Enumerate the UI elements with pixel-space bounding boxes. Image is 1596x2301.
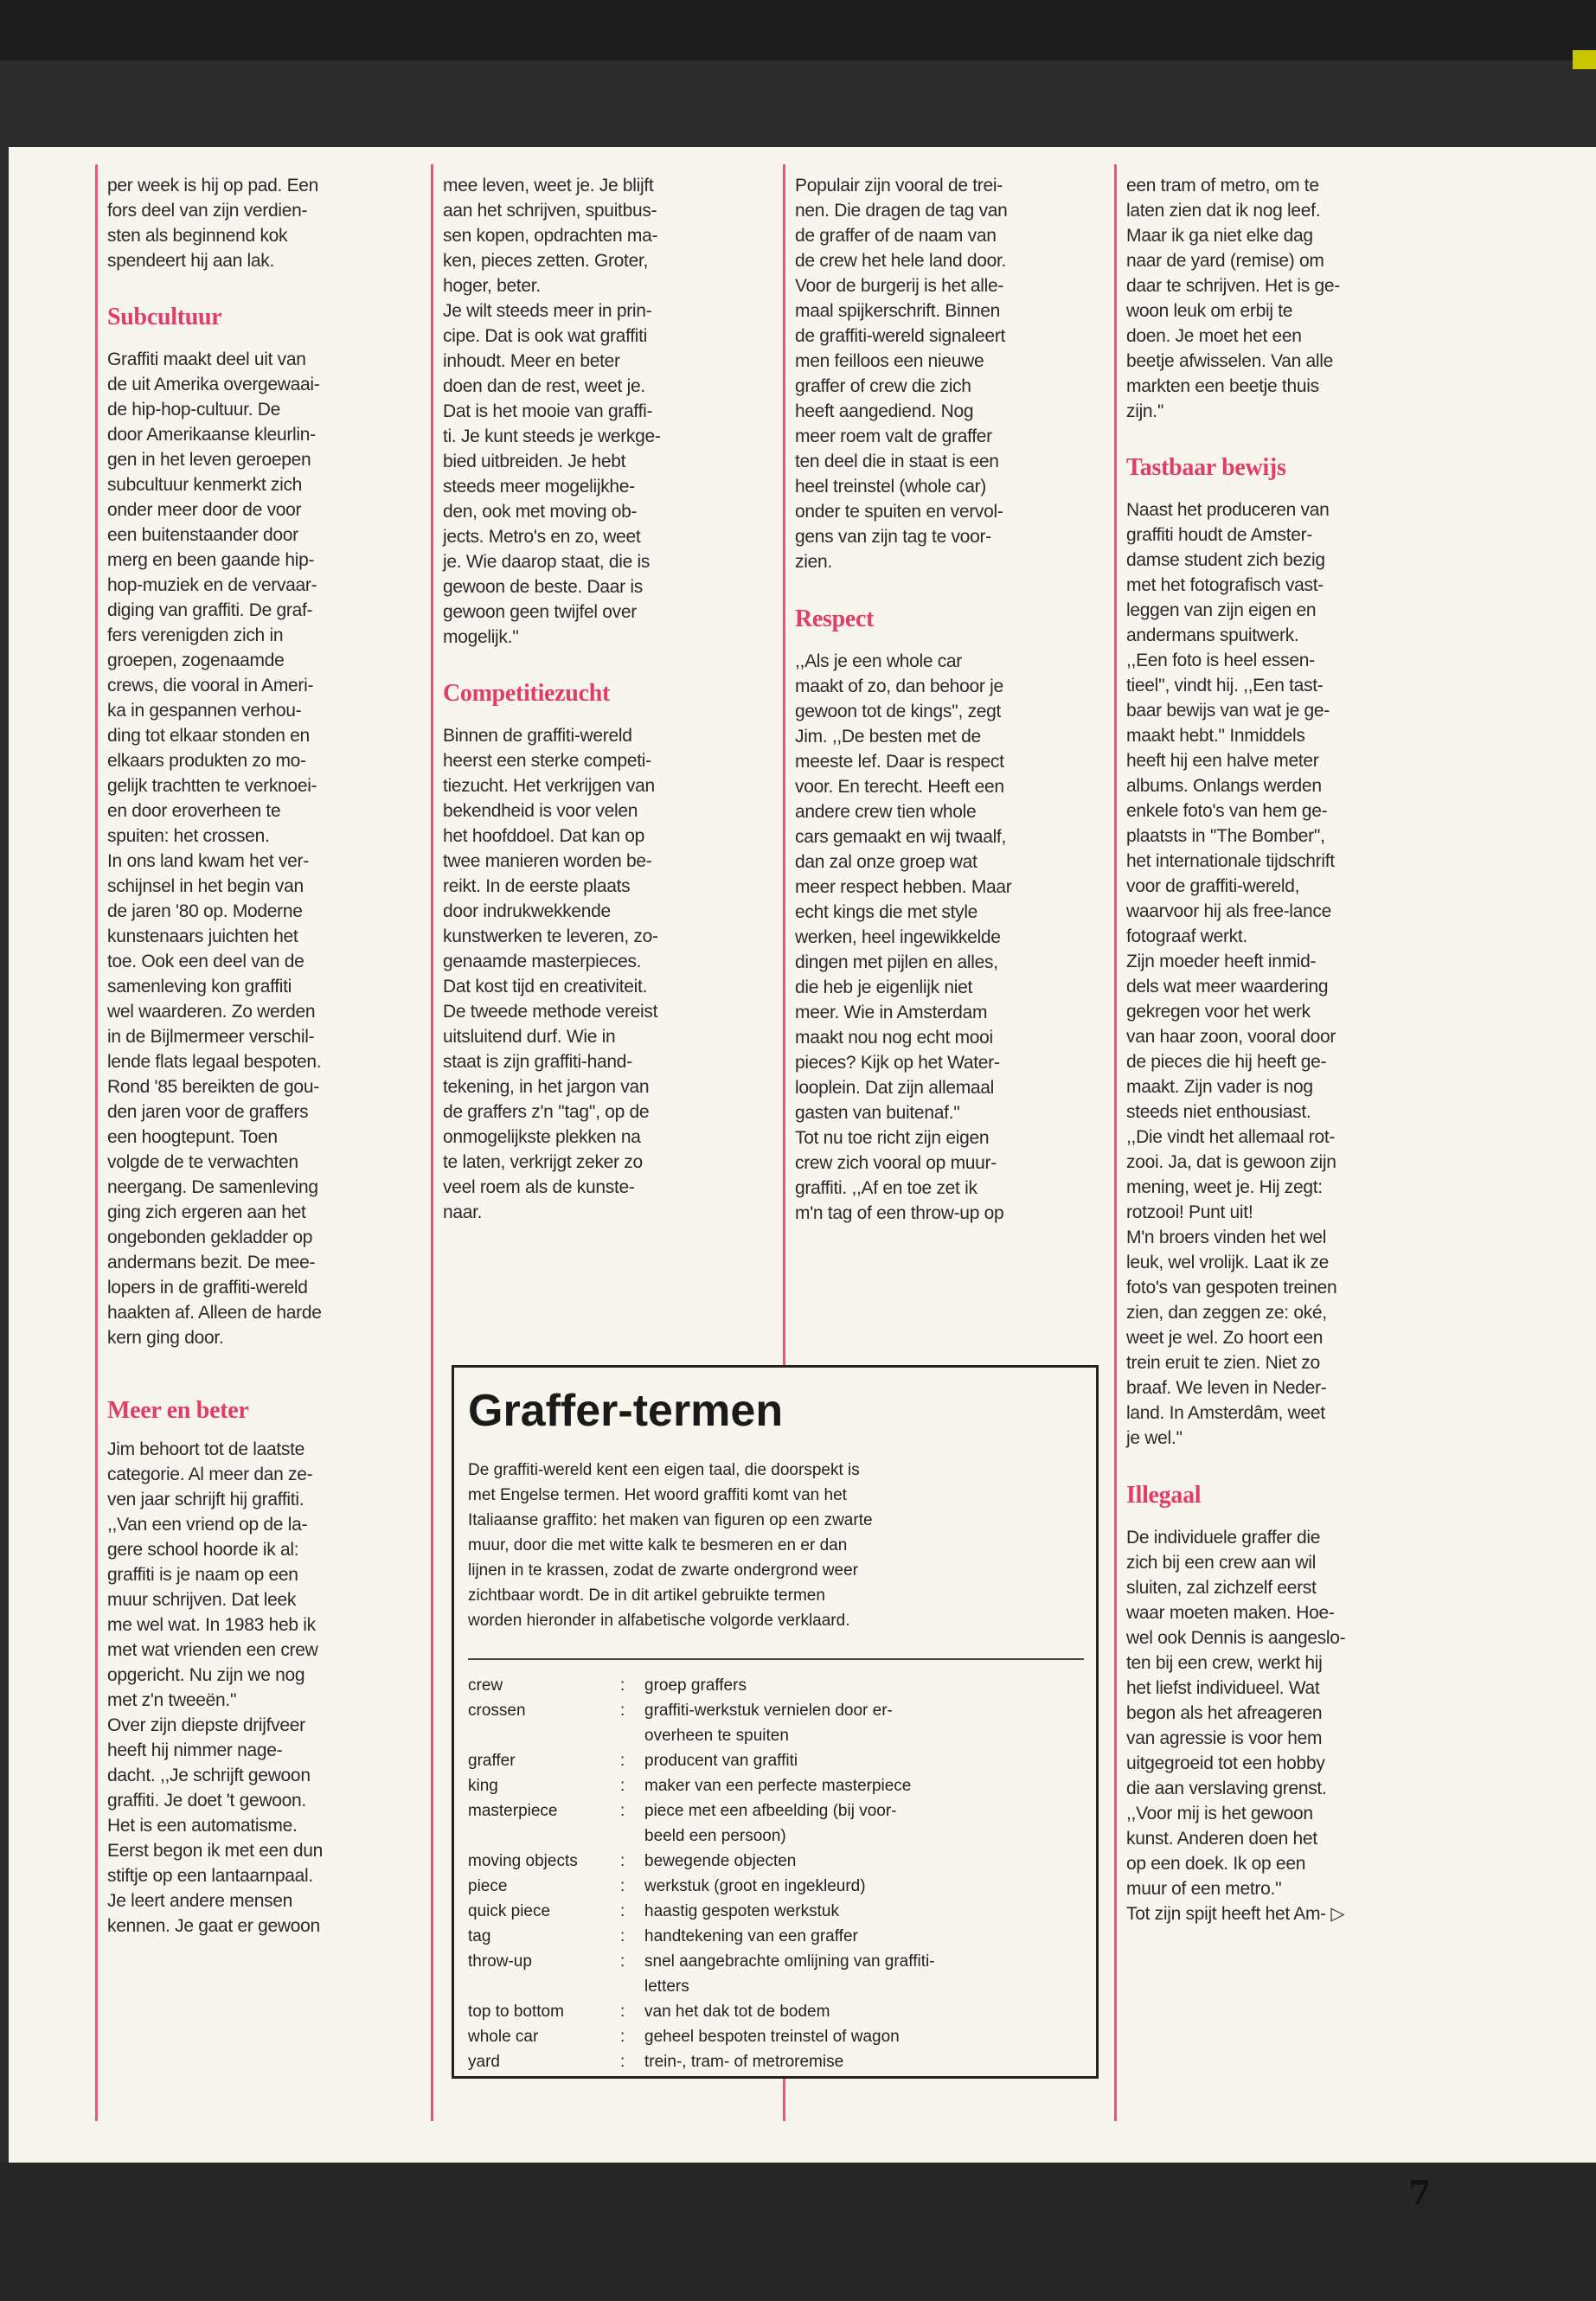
- glossary-colon: :: [620, 1852, 625, 1870]
- column-3: [795, 173, 1110, 1226]
- glossary-definition: graffiti-werkstuk vernielen door er- overheen te spuiten: [644, 1702, 893, 1745]
- paragraph: Binnen de graffiti-wereld heerst een sterke competi- tiezucht. Het verkrijgen van bekendheid is voor velen het hoofddoel. Dat kan op twee manieren worden be- reikt. In de eerste plaats door indrukwekkende kunstwerken te leveren, zo- genaamde masterpieces. Dat kost tijd en creativiteit. De tweede methode vereist uitsluitend durf. Wie in staat is zijn graffiti-hand- tekening, in het jargon van de graffers z'n ''tag'', op de onmogelijkste plekken na te laten, verkrijgt zeker zo veel roem als de kunste- naar.: [443, 726, 658, 1222]
- glossary-definition: bewegende objecten: [644, 1852, 797, 1870]
- scan-color-mark: [1573, 50, 1596, 69]
- column-4: [1126, 173, 1452, 1926]
- graffer-termen-box: [452, 1365, 1099, 2079]
- glossary-term: whole car: [468, 2028, 539, 2046]
- column-rule: [1114, 164, 1117, 2121]
- glossary-term: yard: [468, 2053, 500, 2071]
- glossary-colon: :: [620, 1752, 625, 1770]
- paragraph: Jim behoort tot de laatste categorie. Al meer dan ze- ven jaar schrijft hij graffiti. ,,Van een vriend op de la- gere school hoorde ik al: graffiti is je naam op een muur schrijven. Dat leek me wel wat. In 1983 heb ik met wat vrienden een crew opgericht. Nu zijn we nog met z'n tweeën.'' Over zijn diepste drijfveer heeft hij nimmer nage- dacht. ,,Je schrijft gewoon graffiti. Je doet 't gewoon. Het is een automatisme. Eerst begon ik met een dun stiftje op een lantaarnpaal. Je leert andere mensen kennen. Je gaat er gewoon: [107, 1439, 324, 1936]
- glossary-row: [468, 1874, 1087, 1899]
- scan-top-border: [0, 0, 1596, 61]
- glossary-definition: handtekening van een graffer: [644, 1927, 858, 1945]
- column-rule: [95, 164, 98, 2121]
- box-intro: De graffiti-wereld kent een eigen taal, die doorspekt is met Engelse termen. Het woord graffiti komt van het Italiaanse graffito: het maken van figuren op een zwarte muur, door die met witte kalk te besmeren en er dan lijnen in te krassen, zodat de zwarte ondergrond weer zichtbaar wordt. De in dit artikel gebruikte termen worden hieronder in alfabetische volgorde verklaard.: [468, 1461, 873, 1630]
- paragraph: Naast het produceren van graffiti houdt de Amster- damse student zich bezig met het fotografisch vast- leggen van zijn eigen en andermans spuitwerk. ,,Een foto is heel essen- tieel'', vindt hij. ,,Een tast- baar bewijs van wat je ge- maakt hebt.'' Inmiddels heeft hij een halve meter albums. Onlangs werden enkele foto's van hem ge- plaatsts in ''The Bomber'', het internationale tijdschrift voor de graffiti-wereld, waarvoor hij als free-lance fotograaf werkt. Zijn moeder heeft inmid- dels wat meer waardering gekregen voor het werk van haar zoon, vooral door de pieces die hij heeft ge- maakt. Zijn vader is nog steeds niet enthousiast. ,,Die vindt het allemaal rot- zooi. Ja, dat is gewoon zijn mening, weet je. Hij zegt: rotzooi! Punt uit! M'n broers vinden het wel leuk, wel vrolijk. Laat ik ze foto's van gespoten treinen zien, dan zeggen ze: oké, weet je wel. Zo hoort een trein eruit te zien. Niet zo braaf. We leven in Neder- land. In Amsterdâm, weet je wel.'': [1126, 500, 1337, 1448]
- glossary-row: [468, 1698, 1087, 1748]
- glossary-colon: :: [620, 2053, 625, 2071]
- glossary-colon: :: [620, 1777, 625, 1795]
- glossary-definition: groep graffers: [644, 1676, 747, 1695]
- glossary-definition: trein-, tram- of metroremise: [644, 2053, 844, 2071]
- glossary-row: [468, 1773, 1087, 1798]
- glossary-definition: geheel bespoten treinstel of wagon: [644, 2028, 900, 2046]
- scan-bottom-border: [0, 2163, 1596, 2301]
- glossary-row: [468, 1924, 1087, 1949]
- glossary-definition: haastig gespoten werkstuk: [644, 1902, 839, 1920]
- box-title: Graffer-termen: [468, 1386, 784, 1436]
- glossary-row: [468, 2049, 1087, 2074]
- paragraph: mee leven, weet je. Je blijft aan het schrijven, spuitbus- sen kopen, opdrachten ma- ken, pieces zetten. Groter, hoger, beter. Je wilt steeds meer in prin- cipe. Dat is ook wat graffiti inhoudt. Meer en beter doen dan de rest, weet je. Dat is het mooie van graffi- ti. Je kunt steeds je werkge- bied uitbreiden. Je hebt steeds meer mogelijkhe- den, ook met moving ob- jects. Metro's en zo, weet je. Wie daarop staat, die is gewoon de beste. Daar is gewoon geen twijfel over mogelijk.'': [443, 176, 661, 647]
- glossary-term: top to bottom: [468, 2003, 564, 2021]
- magazine-page: [9, 147, 1596, 2163]
- glossary-term: crossen: [468, 1702, 526, 1720]
- glossary-colon: :: [620, 2028, 625, 2046]
- glossary-definition: producent van graffiti: [644, 1752, 798, 1770]
- glossary-definition: piece met een afbeelding (bij voor- beeld een persoon): [644, 1802, 897, 1845]
- heading-tastbaar-bewijs: Tastbaar bewijs: [1126, 454, 1286, 481]
- glossary-colon: :: [620, 2003, 625, 2021]
- glossary-colon: :: [620, 1676, 625, 1695]
- heading-illegaal: Illegaal: [1126, 1482, 1202, 1509]
- paragraph: Graffiti maakt deel uit van de uit Amerika overgewaai- de hip-hop-cultuur. De door Amerikaanse kleurlin- gen in het leven geroepen subcultuur kenmerkt zich onder meer door de voor een buitenstaander door merg en been gaande hip- hop-muziek en de vervaar- diging van graffiti. De graf- fers verenigden zich in groepen, zogenaamde crews, die vooral in Ameri- ka in gespannen verhou- ding tot elkaar stonden en elkaars produkten zo mo- gelijk trachtten te verknoei- en door eroverheen te spuiten: het crossen. In ons land kwam het ver- schijnsel in het begin van de jaren '80 op. Moderne kunstenaars juichten het toe. Ook een deel van de samenleving kon graffiti wel waarderen. Zo werden in de Bijlmermeer verschil- lende flats legaal bespoten. Rond '85 bereikten de gou- den jaren voor de graffers een hoogtepunt. Toen volgde de te verwachten neergang. De samenleving ging zich ergeren aan het ongebonden gekladder op andermans bezit. De mee- lopers in de graffiti-wereld haakten af. Alleen de harde kern ging door.: [107, 349, 322, 1348]
- glossary-row: [468, 1849, 1087, 1874]
- glossary-term: tag: [468, 1927, 491, 1945]
- glossary-definition: snel aangebrachte omlijning van graffiti- letters: [644, 1952, 935, 1996]
- glossary-colon: :: [620, 1952, 625, 1971]
- glossary-term: throw-up: [468, 1952, 532, 1971]
- glossary-term: king: [468, 1777, 498, 1795]
- heading-subcultuur: Subcultuur: [107, 304, 222, 330]
- heading-respect: Respect: [795, 606, 875, 632]
- glossary-row: [468, 1949, 1087, 1999]
- page-number: 7: [1408, 2173, 1432, 2212]
- glossary-row: [468, 1798, 1087, 1849]
- heading-competitiezucht: Competitiezucht: [443, 680, 611, 707]
- glossary-row: [468, 1899, 1087, 1924]
- paragraph: De individuele graffer die zich bij een crew aan wil sluiten, zal zichzelf eerst waar moeten maken. Hoe- wel ook Dennis is aangeslo- ten bij een crew, werkt hij het liefst individueel. Wat begon als het afreageren van agressie is voor hem uitgegroeid tot een hobby die aan verslaving grenst. ,,Voor mij is het gewoon kunst. Anderen doen het op een doek. Ik op een muur of een metro.'' Tot zijn spijt heeft het Am- ▷: [1126, 1528, 1346, 1924]
- glossary-colon: :: [620, 1702, 625, 1720]
- glossary-term: moving objects: [468, 1852, 578, 1870]
- paragraph: per week is hij op pad. Een fors deel van zijn verdien- sten als beginnend kok spendeert hij aan lak.: [107, 176, 319, 271]
- column-2: [443, 173, 775, 1225]
- glossary-definition: van het dak tot de bodem: [644, 2003, 830, 2021]
- paragraph: een tram of metro, om te laten zien dat ik nog leef. Maar ik ga niet elke dag naar de yard (remise) om daar te schrijven. Het is ge- woon leuk om erbij te doen. Je moet het een beetje afwisselen. Van alle markten een beetje thuis zijn.'': [1126, 176, 1340, 421]
- glossary-term: piece: [468, 1877, 508, 1895]
- column-rule: [431, 164, 433, 2121]
- glossary-definition: werkstuk (groot en ingekleurd): [644, 1877, 866, 1895]
- glossary-list: [468, 1673, 1087, 2074]
- heading-meer-en-beter: Meer en beter: [107, 1397, 249, 1424]
- glossary-term: crew: [468, 1676, 503, 1695]
- glossary-row: [468, 1999, 1087, 2024]
- glossary-row: [468, 2024, 1087, 2049]
- paragraph: ,,Als je een whole car maakt of zo, dan behoor je gewoon tot de kings'', zegt Jim. ,,De besten met de meeste lef. Daar is respect voor. En terecht. Heeft een andere crew tien whole cars gemaakt en wij twaalf, dan zal onze groep wat meer respect hebben. Maar echt kings die met style werken, heel ingewikkelde dingen met pijlen en alles, die heb je eigenlijk niet meer. Wie in Amsterdam maakt nou nog echt mooi pieces? Kijk op het Water- looplein. Dat zijn allemaal gasten van buitenaf.'' Tot nu toe richt zijn eigen crew zich vooral op muur- graffiti. ,,Af en toe zet ik m'n tag of een throw-up op: [795, 651, 1012, 1223]
- box-divider: [468, 1658, 1084, 1660]
- glossary-colon: :: [620, 1902, 625, 1920]
- paragraph: Populair zijn vooral de trei- nen. Die dragen de tag van de graffer of de naam van de crew het hele land door. Voor de burgerij is het alle- maal spijkerschrift. Binnen de graffiti-wereld signaleert men feilloos een nieuwe graffer of crew die zich heeft aangediend. Nog meer roem valt de graffer ten deel die in staat is een heel treinstel (whole car) onder te spuiten en vervol- gens van zijn tag te voor- zien.: [795, 176, 1008, 572]
- column-1: [107, 173, 424, 1939]
- glossary-term: graffer: [468, 1752, 516, 1770]
- glossary-term: masterpiece: [468, 1802, 558, 1820]
- glossary-row: [468, 1673, 1087, 1698]
- glossary-term: quick piece: [468, 1902, 551, 1920]
- glossary-colon: :: [620, 1802, 625, 1820]
- glossary-colon: :: [620, 1927, 625, 1945]
- glossary-row: [468, 1748, 1087, 1773]
- glossary-definition: maker van een perfecte masterpiece: [644, 1777, 912, 1795]
- glossary-colon: :: [620, 1877, 625, 1895]
